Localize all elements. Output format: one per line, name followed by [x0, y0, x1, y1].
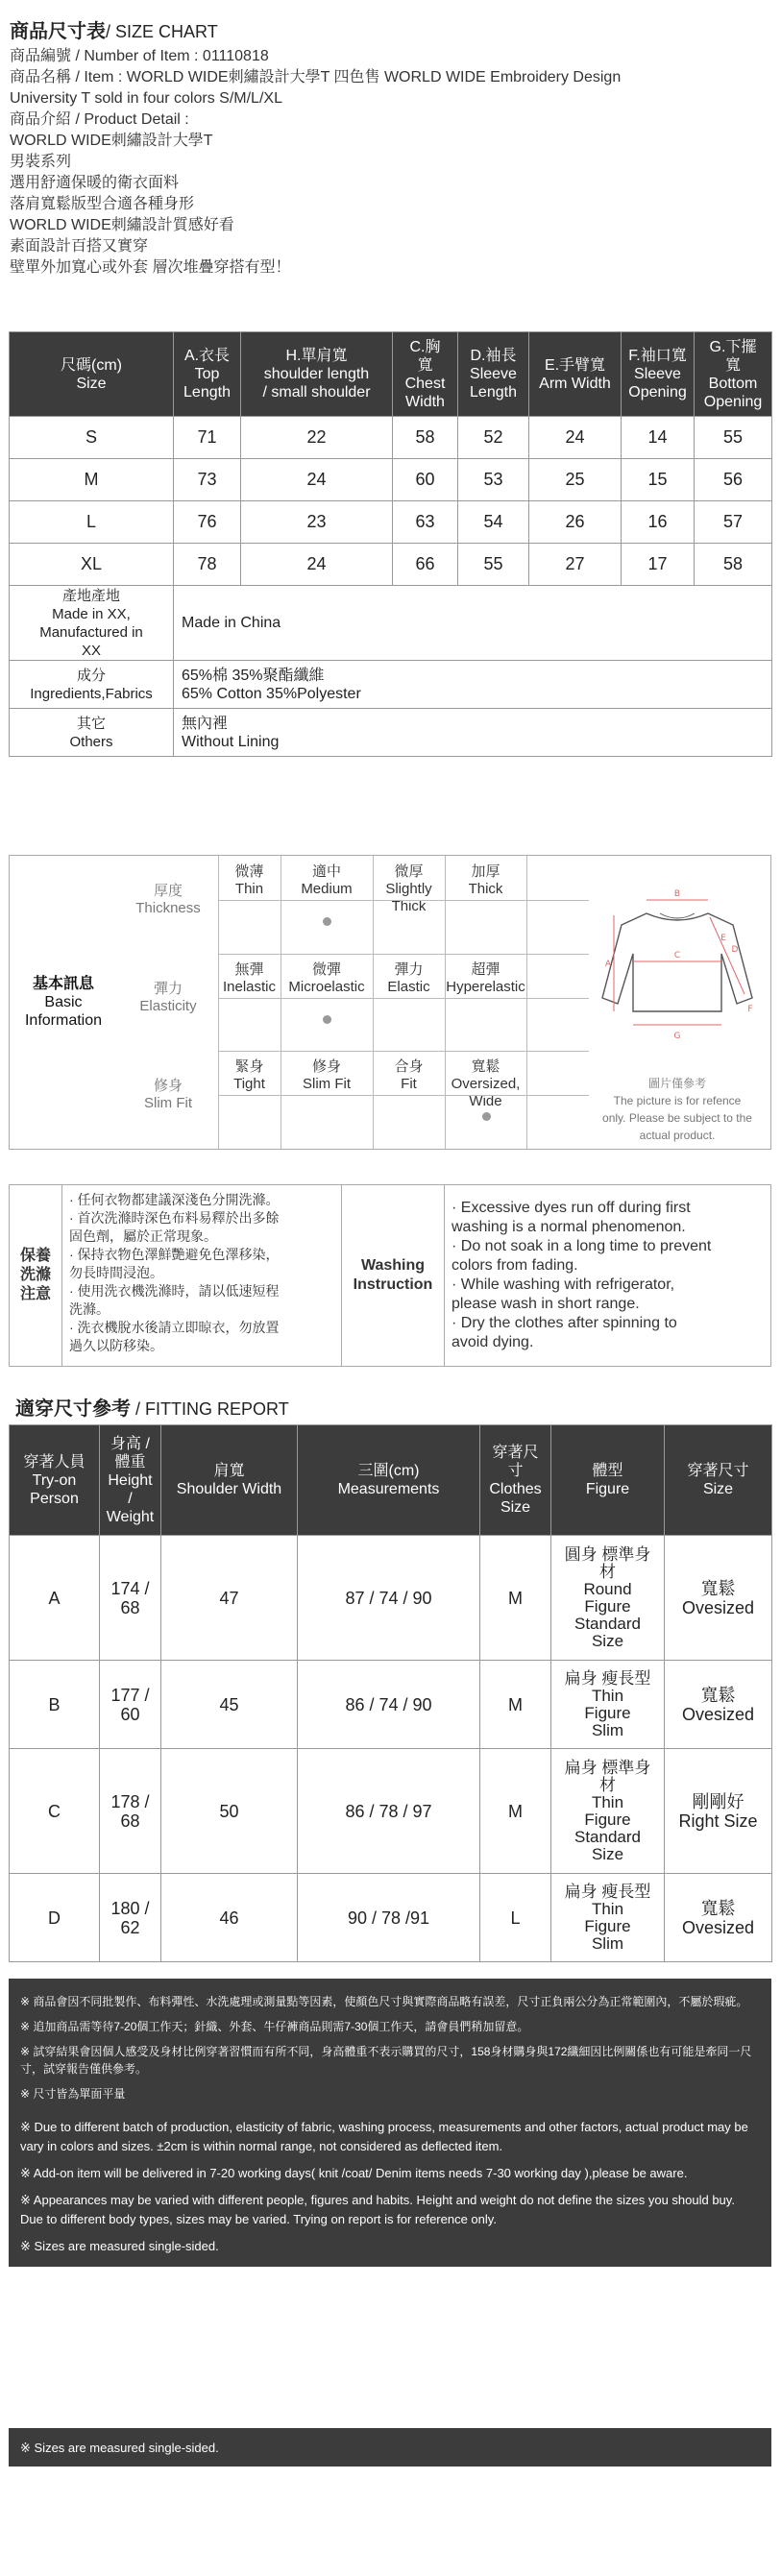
- size-value: 55: [458, 544, 529, 586]
- fitting-value: 87 / 74 / 90: [298, 1536, 480, 1661]
- column-divider: [445, 856, 446, 1149]
- attribute-option: 微薄 Thin: [234, 863, 264, 897]
- size-row: [10, 501, 772, 544]
- fitting-value: 45: [161, 1661, 298, 1749]
- size-value: 60: [393, 459, 458, 501]
- selected-dot: [482, 1112, 491, 1121]
- washing-item-cn: 固色劑，屬於正常現象。: [69, 1228, 217, 1244]
- size-value: 73: [174, 459, 241, 501]
- washing-item-cn: · 保持衣物色澤鮮艷避免色澤移染，: [69, 1247, 280, 1262]
- footer-note: ※ Sizes are measured single-sided.: [20, 2441, 219, 2455]
- attribute-option: 無彈 Inelastic: [222, 961, 277, 995]
- size-value: 53: [458, 459, 529, 501]
- fitting-column-header: 肩寬 Shoulder Width: [161, 1425, 298, 1536]
- size-value: 57: [695, 501, 772, 544]
- diagram-letter-e: E: [720, 934, 726, 943]
- size-value: 27: [529, 544, 622, 586]
- fitting-value: 47: [161, 1536, 298, 1661]
- size-column-header: A.衣長 Top Length: [174, 332, 241, 417]
- fitting-value: M: [480, 1536, 551, 1661]
- attribute-label: 厚度 Thickness: [135, 883, 201, 916]
- washing-list-cn: [69, 1191, 340, 1355]
- product-info: [10, 46, 771, 279]
- detail-row: [10, 709, 772, 757]
- detail-value: Made in China: [174, 586, 772, 661]
- size-value: 58: [393, 417, 458, 459]
- fitting-column-header: 穿著人員 Try-on Person: [10, 1425, 100, 1536]
- size-value: 56: [695, 459, 772, 501]
- basic-info-title-en: Basic Information: [24, 994, 103, 1029]
- detail-row: [10, 661, 772, 709]
- size-column-header: G.下擺 寬 Bottom Opening: [695, 332, 772, 417]
- fitting-row: [10, 1749, 772, 1874]
- fitting-value: 剛剛好 Right Size: [665, 1749, 772, 1874]
- fitting-value: 寬鬆 Ovesized: [665, 1536, 772, 1661]
- attribute-option: 超彈 Hyperelastic: [446, 961, 525, 995]
- figure-cell: 扁身 瘦長型 Thin Figure Slim: [551, 1874, 665, 1962]
- note-en: ※ Appearances may be varied with different people, figures and habits. Height and weight do not define the sizes you should buy. Due to different body types, sizes may be varied. Trying on report is for reference only.: [20, 2193, 735, 2226]
- diagram-letter-d: D: [731, 945, 739, 955]
- diagram-letter-f: F: [747, 1005, 753, 1014]
- size-column-header: E.手臂寬 Arm Width: [529, 332, 622, 417]
- attribute-option: 合身 Fit: [394, 1058, 424, 1092]
- size-label: M: [10, 459, 174, 501]
- size-value: 24: [241, 544, 393, 586]
- size-row: [10, 417, 772, 459]
- fitting-row: [10, 1536, 772, 1661]
- fitting-value: L: [480, 1874, 551, 1962]
- diagram-letter-b: B: [673, 889, 681, 899]
- fitting-value: 50: [161, 1749, 298, 1874]
- fitting-value: 86 / 74 / 90: [298, 1661, 480, 1749]
- info-line: 商品編號 / Number of Item : 01110818: [10, 48, 269, 64]
- size-value: 26: [529, 501, 622, 544]
- size-value: 63: [393, 501, 458, 544]
- info-line: University T sold in four colors S/M/L/XL: [10, 90, 282, 107]
- size-value: 17: [622, 544, 695, 586]
- washing-item-en: washing is a normal phenomenon.: [452, 1219, 686, 1235]
- fitting-table: [9, 1424, 772, 1962]
- info-line: 素面設計百搭又實穿: [10, 238, 149, 255]
- info-line: 落肩寬鬆版型合適各種身形: [10, 196, 195, 212]
- basic-information: [9, 855, 771, 1150]
- washing-item-en: colors from fading.: [452, 1257, 578, 1274]
- attribute-grid: [118, 856, 589, 1149]
- size-label: S: [10, 417, 174, 459]
- washing-item-en: · Dry the clothes after spinning to: [452, 1315, 677, 1331]
- attribute-option: 修身 Slim Fit: [303, 1058, 351, 1092]
- info-line: 壁單外加寬心或外套 層次堆疊穿搭有型！: [10, 259, 291, 276]
- size-value: 66: [393, 544, 458, 586]
- size-value: 24: [241, 459, 393, 501]
- washing-item-cn: 洗滌。: [69, 1301, 110, 1317]
- fitting-value: M: [480, 1661, 551, 1749]
- page-title: [10, 19, 771, 44]
- fitting-column-header: 穿著尺寸 Size: [665, 1425, 772, 1536]
- fitting-column-header: 穿著尺 寸 Clothes Size: [480, 1425, 551, 1536]
- attribute-label: 修身 Slim Fit: [144, 1078, 192, 1111]
- note-cn: ※ 商品會因不同批製作、布料彈性、水洗處理或測量點等因素，使顏色尺寸與實際商品略有誤差，尺寸正負兩公分為正常範圍內，不屬於瑕疵。: [20, 1995, 748, 2008]
- note-cn: ※ 追加商品需等待7-20個工作天；針織、外套、牛仔褲商品則需7-30個工作天，請會員們稍加留意。: [20, 2020, 529, 2033]
- attribute-option: 微厚 Slightly Thick: [385, 863, 432, 914]
- fitting-value: 90 / 78 /91: [298, 1874, 480, 1962]
- diagram-note: [591, 1075, 764, 1144]
- washing-item-en: please wash in short range.: [452, 1296, 640, 1312]
- size-value: 23: [241, 501, 393, 544]
- detail-value: 65%棉 35%聚酯纖維 65% Cotton 35%Polyester: [174, 661, 772, 709]
- size-column-header: C.胸 寬 Chest Width: [393, 332, 458, 417]
- info-line: WORLD WIDE刺繡設計大學T: [10, 133, 213, 149]
- fitting-value: 180 / 62: [100, 1874, 161, 1962]
- washing-item-en: · Excessive dyes run off during first: [452, 1200, 691, 1216]
- size-value: 14: [622, 417, 695, 459]
- size-value: 24: [529, 417, 622, 459]
- figure-cell: 扁身 瘦長型 Thin Figure Slim: [551, 1661, 665, 1749]
- row-divider: [218, 1095, 589, 1096]
- size-value: 16: [622, 501, 695, 544]
- washing-list-en: [452, 1199, 769, 1352]
- size-value: 78: [174, 544, 241, 586]
- washing-item-cn: 過久以防移染。: [69, 1338, 163, 1353]
- fitting-value: 寬鬆 Ovesized: [665, 1661, 772, 1749]
- fitting-title-en: / FITTING REPORT: [135, 1399, 289, 1419]
- size-table: [9, 331, 772, 757]
- fitting-column-header: 身高 / 體重 Height / Weight: [100, 1425, 161, 1536]
- diagram-letter-g: G: [673, 1032, 681, 1041]
- info-line: 男裝系列: [10, 154, 72, 170]
- row-divider: [218, 954, 589, 955]
- selected-dot: [323, 917, 331, 926]
- notes-cn: [20, 1993, 760, 2102]
- size-value: 52: [458, 417, 529, 459]
- detail-row: [10, 586, 772, 661]
- diagram-caption: 圖片僅參考: [647, 1077, 706, 1090]
- detail-label: 成分 Ingredients,Fabrics: [10, 661, 174, 709]
- size-value: 71: [174, 417, 241, 459]
- fitting-value: D: [10, 1874, 100, 1962]
- basic-info-title: [10, 856, 117, 1149]
- garment-diagram: [591, 885, 764, 1048]
- fitting-value: 46: [161, 1874, 298, 1962]
- diagram-disclaimer: The picture is for refence only. Please be subject to the actual product.: [602, 1094, 752, 1142]
- notes-en: [20, 2118, 760, 2256]
- washing-instructions: [9, 1184, 771, 1367]
- note-en: ※ Add-on item will be delivered in 7-20 working days( knit /coat/ Denim items needs 7-30 working day ),please be aware.: [20, 2166, 688, 2180]
- basic-info-title-cn: 基本訊息: [32, 976, 94, 992]
- size-column-header: H.單肩寬 shoulder length / small shoulder: [241, 332, 393, 417]
- fitting-value: M: [480, 1749, 551, 1874]
- note-en: ※ Sizes are measured single-sided.: [20, 2239, 219, 2253]
- fitting-row: [10, 1661, 772, 1749]
- selected-dot: [323, 1015, 331, 1024]
- collar-line: [660, 913, 695, 918]
- fitting-value: 177 / 60: [100, 1661, 161, 1749]
- detail-value: 無內裡 Without Lining: [174, 709, 772, 757]
- size-value: 15: [622, 459, 695, 501]
- row-divider: [218, 900, 589, 901]
- fitting-value: B: [10, 1661, 100, 1749]
- info-line: WORLD WIDE刺繡設計質感好看: [10, 217, 234, 233]
- washing-title-cn: 保養 洗滌 注意: [10, 1185, 62, 1366]
- washing-title-en: Washing Instruction: [341, 1185, 445, 1366]
- info-line: 商品名稱 / Item : WORLD WIDE刺繡設計大學T 四色售 WORLD WIDE Embroidery Design: [10, 69, 622, 85]
- fitting-row: [10, 1874, 772, 1962]
- attribute-label: 彈力 Elasticity: [139, 981, 197, 1014]
- figure-cell: 圓身 標準身 材 Round Figure Standard Size: [551, 1536, 665, 1661]
- size-label: L: [10, 501, 174, 544]
- washing-item-en: avoid dying.: [452, 1334, 534, 1350]
- size-value: 55: [695, 417, 772, 459]
- fitting-value: 寬鬆 Ovesized: [665, 1874, 772, 1962]
- size-column-header: F.袖口寬 Sleeve Opening: [622, 332, 695, 417]
- washing-item-cn: · 首次洗滌時深色布料易釋於出多餘: [69, 1210, 280, 1226]
- size-value: 54: [458, 501, 529, 544]
- row-divider: [218, 998, 589, 999]
- washing-item-cn: · 洗衣機脫水後請立即晾衣，勿放置: [69, 1320, 280, 1335]
- note-en: ※ Due to different batch of production, elasticity of fabric, washing process, measurements and other factors, actual product may be vary in colors and sizes. ±2cm is within normal range, not considered as deflected item.: [20, 2120, 748, 2153]
- attribute-option: 彈力 Elastic: [387, 961, 430, 995]
- column-divider: [526, 856, 527, 1149]
- fitting-column-header: 三圍(cm) Measurements: [298, 1425, 480, 1536]
- title-en: / SIZE CHART: [106, 22, 218, 41]
- size-row: [10, 459, 772, 501]
- detail-label: 產地產地 Made in XX, Manufactured in XX: [10, 586, 174, 661]
- fitting-value: 178 / 68: [100, 1749, 161, 1874]
- fitting-value: 174 / 68: [100, 1536, 161, 1661]
- fitting-column-header: 體型 Figure: [551, 1425, 665, 1536]
- fitting-value: C: [10, 1749, 100, 1874]
- sweatshirt-outline: [602, 913, 752, 1011]
- note-cn: ※ 尺寸皆為單面平量: [20, 2087, 126, 2101]
- attribute-option: 微彈 Microelastic: [288, 961, 365, 995]
- size-value: 22: [241, 417, 393, 459]
- washing-item-en: · While washing with refrigerator,: [452, 1276, 675, 1293]
- info-line: 選用舒適保暖的衛衣面料: [10, 175, 180, 191]
- size-value: 76: [174, 501, 241, 544]
- notes-footer: [9, 2428, 771, 2467]
- washing-item-cn: · 使用洗衣機洗滌時，請以低速短程: [69, 1283, 280, 1299]
- attribute-option: 寬鬆 Oversized, Wide: [451, 1058, 521, 1109]
- info-line: 商品介紹 / Product Detail :: [10, 111, 189, 128]
- note-cn: ※ 試穿結果會因個人感受及身材比例穿著習慣而有所不同，身高體重不表示購買的尺寸，158身材購身與172纖細因比例關係也有可能是牽同一尺寸，試穿報告僅供參考。: [20, 2045, 752, 2076]
- measure-line-d: [710, 917, 744, 994]
- washing-item-cn: · 任何衣物都建議深淺色分開洗滌。: [69, 1192, 280, 1207]
- size-label: XL: [10, 544, 174, 586]
- diagram-letter-c: C: [673, 951, 681, 960]
- size-value: 25: [529, 459, 622, 501]
- size-value: 58: [695, 544, 772, 586]
- size-column-header: D.袖長 Sleeve Length: [458, 332, 529, 417]
- chart-header: [0, 0, 781, 279]
- title-cn: 商品尺寸表: [10, 21, 106, 42]
- diagram-letter-a: A: [604, 960, 612, 969]
- notes-panel: [9, 1979, 771, 2267]
- fitting-title-cn: 適穿尺寸參考: [15, 1398, 131, 1420]
- attribute-option: 緊身 Tight: [233, 1058, 265, 1092]
- fitting-report-title: [15, 1393, 289, 1421]
- fitting-value: A: [10, 1536, 100, 1661]
- column-divider: [373, 856, 374, 1149]
- fitting-value: 86 / 78 / 97: [298, 1749, 480, 1874]
- column-divider: [218, 856, 219, 1149]
- figure-cell: 扁身 標準身 材 Thin Figure Standard Size: [551, 1749, 665, 1874]
- size-row: [10, 544, 772, 586]
- size-column-header: 尺碼(cm) Size: [10, 332, 174, 417]
- attribute-option: 適中 Medium: [301, 863, 353, 897]
- row-divider: [218, 1051, 589, 1052]
- washing-item-en: · Do not soak in a long time to prevent: [452, 1238, 712, 1254]
- washing-item-cn: 勿長時間浸泡。: [69, 1265, 163, 1280]
- detail-label: 其它 Others: [10, 709, 174, 757]
- attribute-option: 加厚 Thick: [468, 863, 503, 897]
